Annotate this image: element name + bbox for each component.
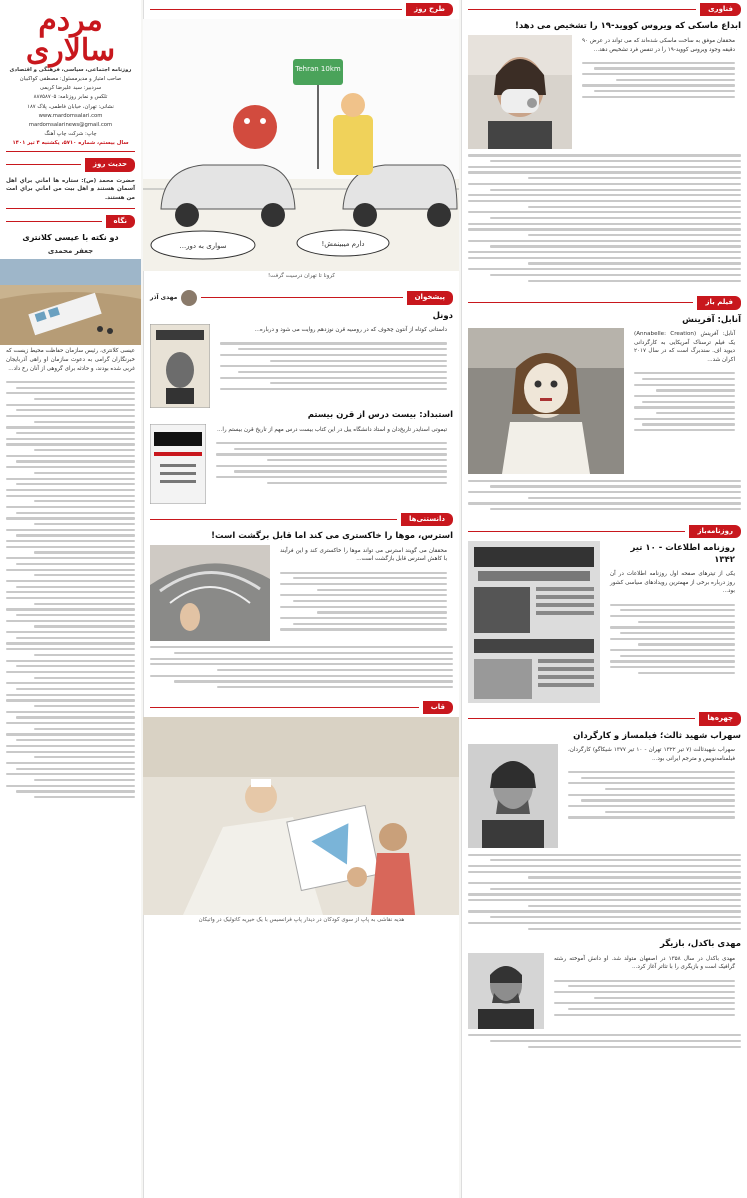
article-body: سهراب شهیدثالث (۷ تیر ۱۳۲۲ تهران - ۱۰ تیر ۱۳۷۷ شیکاگو) کارگردان، فیلمنامه‌نویس و مترجم ایرانی بود... bbox=[568, 747, 735, 762]
book-body-1: داستانی کوتاه از آنتون چخوف که در روسیه قرن نوزدهم روایت می شود و درباره... bbox=[254, 327, 447, 334]
pope-photo bbox=[143, 717, 459, 915]
text-block bbox=[562, 765, 741, 824]
text-block bbox=[462, 1029, 747, 1054]
section-label: طرح روز bbox=[406, 3, 453, 16]
author-name: جعفر محمدی bbox=[47, 246, 94, 255]
email-link[interactable]: mardomsalarinews@gmail.com bbox=[28, 121, 113, 128]
text-block bbox=[576, 56, 741, 103]
section-header-fanavari bbox=[462, 0, 747, 19]
section-label: چهره‌ها bbox=[699, 712, 741, 725]
section-header-ghab bbox=[144, 698, 459, 717]
info-line: تلکس و نمابر روزنامه: ۸۸۷۵۸۷۰۵ bbox=[33, 94, 108, 101]
issue-date: سال بیستم، شماره ۵۷۱۰، یکشنبه ۴ تیر ۱۴۰۱ bbox=[12, 140, 129, 147]
text-block bbox=[210, 436, 453, 489]
portrait-photo-2 bbox=[468, 953, 544, 1029]
text-block bbox=[144, 641, 459, 694]
annabelle-doll-photo bbox=[468, 328, 624, 474]
text-block bbox=[604, 598, 741, 679]
section-label: پیشخوان bbox=[407, 291, 453, 304]
article-body: عیسی کلانتری، رئیس سازمان حفاظت محیط زیست که خبرنگاران گرامی به دعوت سازمان او راهی آذربایجان غربی شده بودند، و حادثه برای گروهی از آنان رخ داد... bbox=[6, 348, 135, 372]
website-link[interactable]: www.mardomsalari.com bbox=[38, 112, 103, 119]
section-rule bbox=[201, 297, 402, 298]
article-title: دو نکته با عیسی کلانتری bbox=[22, 233, 119, 243]
divider bbox=[6, 151, 135, 152]
section-rule bbox=[6, 164, 81, 165]
section-rule bbox=[468, 718, 695, 719]
section-label: قاب bbox=[423, 701, 453, 714]
section-header-hadith bbox=[0, 155, 141, 174]
hadith-text: حضرت محمد (ص): ستاره ها اماني براي اهل آسمان هستند و اهل بيت من اماني براي امت من هستند. bbox=[6, 177, 135, 202]
section-rule bbox=[150, 707, 419, 708]
article-body: مهدی باکدل در سال ۱۳۵۸ در اصفهان متولد شد. او دانش آموخته رشته گرافیک است و بازیگری را با تئاتر آغاز کرد... bbox=[554, 955, 735, 971]
cartoon-caption: کرونا تا تهران درسیت گرفت! bbox=[267, 273, 336, 280]
section-rule bbox=[468, 302, 693, 303]
book-title-1: دونل bbox=[432, 310, 453, 321]
article-body: یکی از تیترهای صفحه اول روزنامه اطلاعات در آن روز درباره برخی از مهمترین رویدادهای سیاسی کشور بود... bbox=[610, 571, 735, 595]
section-header-pishkhan bbox=[144, 287, 459, 309]
section-label: دانستنی‌ها bbox=[401, 513, 453, 526]
photo-caption: هدیه نقاشی به پاپ از سوی کودکان در دیدار پاپ فرانسیس با یک خیریه کاتولیک در واتیکان bbox=[198, 917, 405, 924]
portrait-photo-1 bbox=[468, 744, 558, 848]
text-block bbox=[462, 474, 747, 516]
section-label: حدیث روز bbox=[85, 158, 135, 171]
section-label: فناوری bbox=[700, 3, 741, 16]
text-block bbox=[548, 974, 741, 1021]
article-title: مهدی باکدل، بازیگر bbox=[659, 939, 741, 950]
author-name: مهدی آذر bbox=[150, 293, 178, 301]
left-column bbox=[0, 0, 141, 1198]
text-block bbox=[0, 375, 141, 803]
article-title: سهراب شهید ثالث؛ فیلمساز و کارگردان bbox=[573, 730, 741, 741]
signboard-text: Tehran 10km bbox=[295, 65, 341, 74]
article-body: آنابل: آفرینش (Annabelle: Creation) یک فیلم ترسناک آمریکایی به کارگردانی دیوید اف. سندبرگ است که در سال ۲۰۱۷ اکران شد... bbox=[634, 331, 735, 364]
article-title: آنابل: آفرینش bbox=[682, 314, 741, 325]
section-header-chehreha bbox=[462, 709, 747, 728]
text-block bbox=[274, 566, 453, 636]
info-line: صاحب امتیاز و مدیرمسئول: مصطفی کواکبیان bbox=[19, 76, 122, 83]
info-line: سردبیر: سید علیرضا کریمی bbox=[39, 85, 102, 92]
divider bbox=[6, 208, 135, 209]
info-line: چاپ: شرکت چاپ آهنگ bbox=[44, 130, 97, 137]
middle-column bbox=[143, 0, 459, 1198]
article-title: استرس، موها را خاکستری می کند اما قابل برگشت است! bbox=[211, 531, 453, 542]
section-header-negah bbox=[0, 212, 141, 231]
article-title: روزنامه اطلاعات - ۱۰ تیر ۱۳۴۲ bbox=[630, 543, 735, 565]
text-block bbox=[462, 149, 747, 287]
gray-hair-photo bbox=[150, 545, 270, 641]
section-header-film bbox=[462, 293, 747, 312]
section-rule bbox=[468, 9, 696, 10]
section-label: روزنامه‌باز bbox=[689, 525, 741, 538]
section-header-danestani bbox=[144, 510, 459, 529]
tagline: روزنامه اجتماعی، سیاسی، فرهنگی و اقتصادی bbox=[9, 67, 132, 73]
section-rule bbox=[150, 519, 397, 520]
speech-bubble-1: سواری به دور... bbox=[179, 242, 227, 251]
section-rule bbox=[6, 221, 102, 222]
right-column bbox=[461, 0, 747, 1198]
bus-accident-photo bbox=[0, 259, 141, 345]
cartoon-image bbox=[143, 19, 459, 271]
section-label: فیلم باز bbox=[697, 296, 741, 309]
old-newspaper-image bbox=[468, 541, 600, 703]
section-rule bbox=[150, 9, 402, 10]
text-block bbox=[214, 337, 453, 396]
book-body-2: تیموتی اسنایدر تاریخ‌دان و استاد دانشگاه ییل در این کتاب بیست درس مهم از تاریخ قرن بیستم را... bbox=[217, 426, 447, 433]
article-title: ابداع ماسکی که ویروس کووید-۱۹ را تشخیص می دهد! bbox=[515, 21, 741, 32]
section-header-tarh bbox=[144, 0, 459, 19]
mask-photo bbox=[468, 35, 572, 149]
speech-bubble-2: دارم میبینمش! bbox=[321, 240, 365, 249]
book-cover-2 bbox=[150, 424, 206, 504]
book-cover-1 bbox=[150, 324, 210, 408]
section-label: نگاه bbox=[106, 215, 135, 228]
text-block bbox=[628, 367, 741, 437]
section-rule bbox=[468, 531, 685, 532]
info-line: نشانی: تهران، خیابان فاطمی، پلاک ۱۸۷ bbox=[27, 103, 114, 110]
article-body: محققان موفق به ساخت ماسکی شده‌اند که می تواند در عرض ۹۰ دقیقه وجود ویروس کووید-۱۹ را در تنفس فرد تشخیص دهد... bbox=[582, 37, 735, 53]
text-block bbox=[462, 848, 747, 935]
book-title-2: استبداد: بیست درس از قرن بیستم bbox=[307, 410, 453, 421]
author-avatar bbox=[181, 290, 197, 306]
newspaper-logo: مردم سالاری bbox=[25, 3, 116, 68]
article-body: محققان می گویند استرس می تواند موها را خاکستری کند و این فرآیند با کاهش استرس قابل بازگشت است... bbox=[280, 547, 447, 563]
section-header-ruznameh bbox=[462, 522, 747, 541]
